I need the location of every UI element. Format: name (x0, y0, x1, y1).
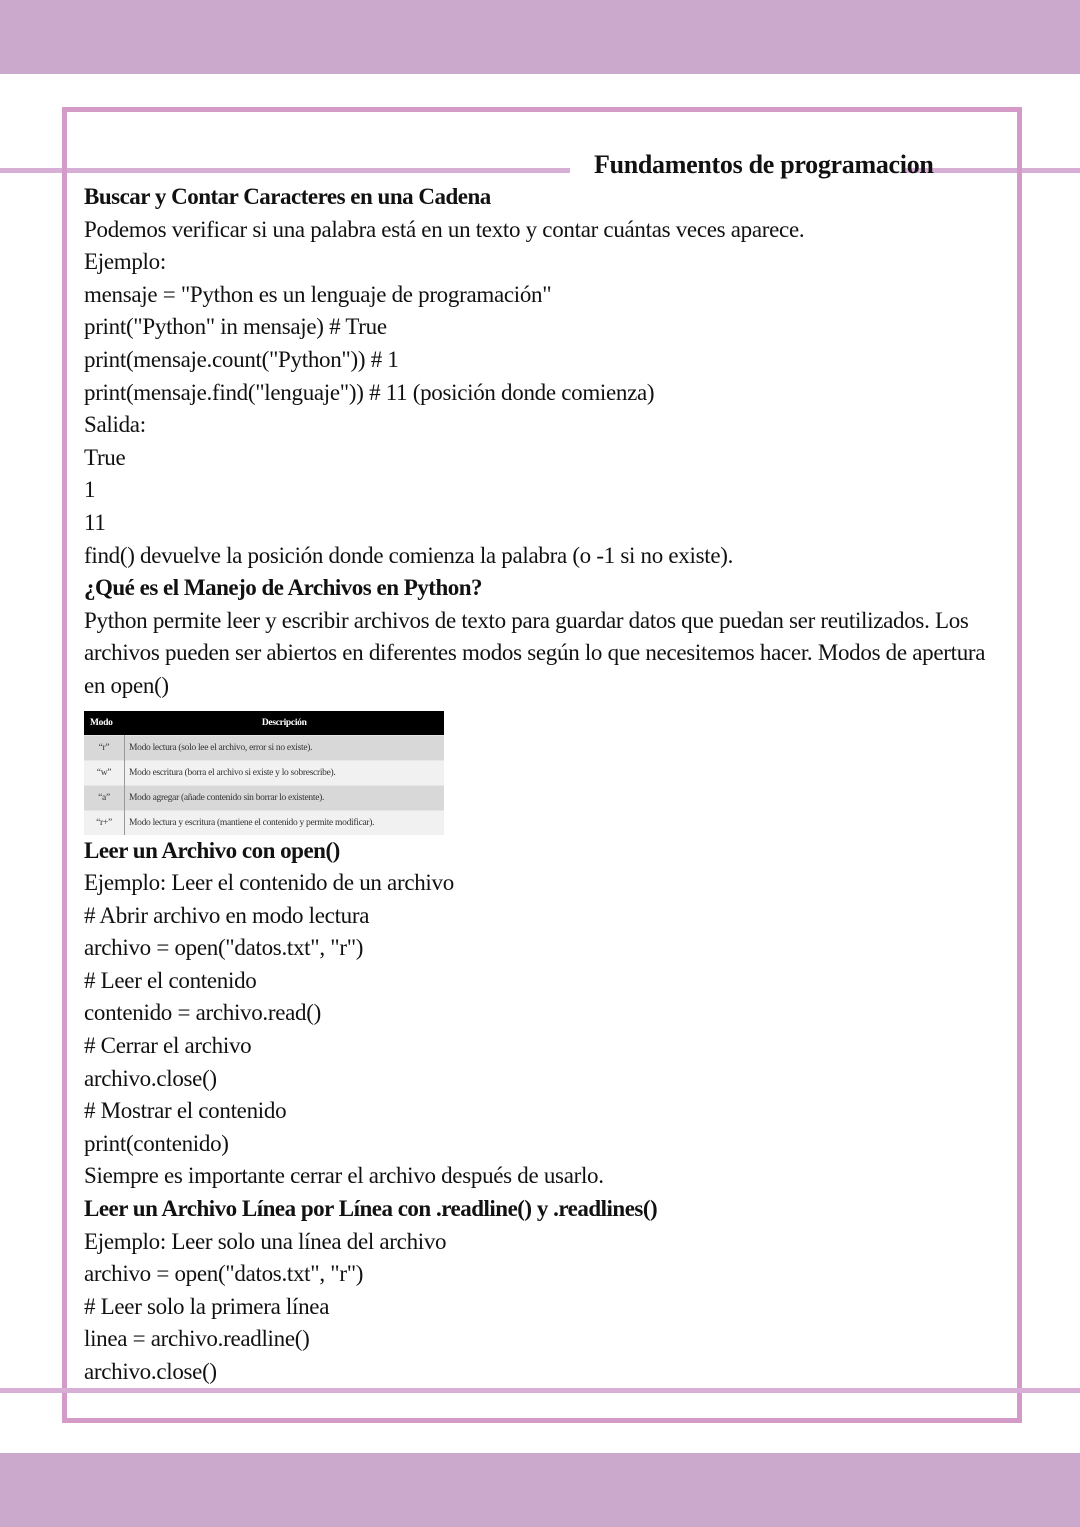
code-line: archivo = open("datos.txt", "r") (84, 1261, 364, 1287)
code-line: print(mensaje.find("lenguaje")) # 11 (posición donde comienza) (84, 379, 655, 405)
description-cell: Modo agregar (añade contenido sin borrar lo existente). (125, 785, 445, 810)
code-line: archivo.close() (84, 1359, 217, 1384)
code-line: mensaje = "Python es un lenguaje de programación" (84, 281, 552, 307)
code-line: # Mostrar el contenido (84, 1098, 287, 1124)
mode-cell: “r” (84, 735, 125, 760)
section-heading-read-file: Leer un Archivo con open() (84, 837, 340, 863)
table-header-row (84, 711, 444, 736)
code-line: # Cerrar el archivo (84, 1033, 252, 1059)
top-band (0, 0, 1080, 74)
code-line: linea = archivo.readline() (84, 1326, 310, 1352)
section-heading-readline: Leer un Archivo Línea por Línea con .readline() y .readlines() (84, 1196, 658, 1222)
text-line: Salida: (84, 412, 146, 438)
page-header-title: Fundamentos de programacion (594, 150, 934, 179)
code-line: # Leer el contenido (84, 967, 257, 993)
output-line: True (84, 444, 126, 470)
open-modes-table (84, 711, 444, 835)
mode-cell: “a” (84, 785, 125, 810)
code-line: # Leer solo la primera línea (84, 1293, 330, 1319)
code-line: print(mensaje.count("Python")) # 1 (84, 346, 399, 372)
table-row (84, 760, 444, 785)
description-cell: Modo escritura (borra el archivo si existe y lo sobrescribe). (125, 760, 445, 785)
output-line: 11 (84, 509, 106, 535)
description-cell: Modo lectura y escritura (mantiene el contenido y permite modificar). (125, 810, 445, 835)
mode-cell: “r+” (84, 810, 125, 835)
text-line: Podemos verificar si una palabra está en un texto y contar cuántas veces aparece. (84, 216, 805, 242)
text-line: Ejemplo: Leer solo una línea del archivo (84, 1228, 447, 1254)
code-line: archivo.close() (84, 1065, 217, 1091)
document-body (84, 181, 1004, 1389)
paragraph-file-handling: Python permite leer y escribir archivos de texto para guardar datos que puedan ser reutilizados. Los archivos pueden ser abiertos en diferentes modos según lo que necesitemos hacer. Modos de apertura en open() (84, 607, 986, 698)
section-heading-file-handling: ¿Qué es el Manejo de Archivos en Python? (84, 575, 483, 601)
text-line: Ejemplo: (84, 249, 166, 275)
footer-rule (0, 1388, 1080, 1393)
mode-cell: “w” (84, 760, 125, 785)
bottom-band (0, 1453, 1080, 1527)
code-line: print("Python" in mensaje) # True (84, 314, 387, 340)
code-line: print(contenido) (84, 1130, 229, 1156)
table-header-description: Descripción (125, 711, 445, 736)
table-row (84, 810, 444, 835)
code-line: archivo = open("datos.txt", "r") (84, 935, 364, 961)
section-heading-search-count: Buscar y Contar Caracteres en una Cadena (84, 184, 491, 209)
table-header-mode: Modo (84, 711, 125, 736)
description-cell: Modo lectura (solo lee el archivo, error si no existe). (125, 735, 445, 760)
text-line: Siempre es importante cerrar el archivo después de usarlo. (84, 1163, 604, 1189)
code-line: contenido = archivo.read() (84, 1000, 321, 1026)
output-line: 1 (84, 477, 96, 503)
text-line: find() devuelve la posición donde comienza la palabra (o -1 si no existe). (84, 542, 734, 568)
text-line: Ejemplo: Leer el contenido de un archivo (84, 870, 454, 896)
table-row (84, 735, 444, 760)
table-row (84, 785, 444, 810)
code-line: # Abrir archivo en modo lectura (84, 902, 370, 928)
